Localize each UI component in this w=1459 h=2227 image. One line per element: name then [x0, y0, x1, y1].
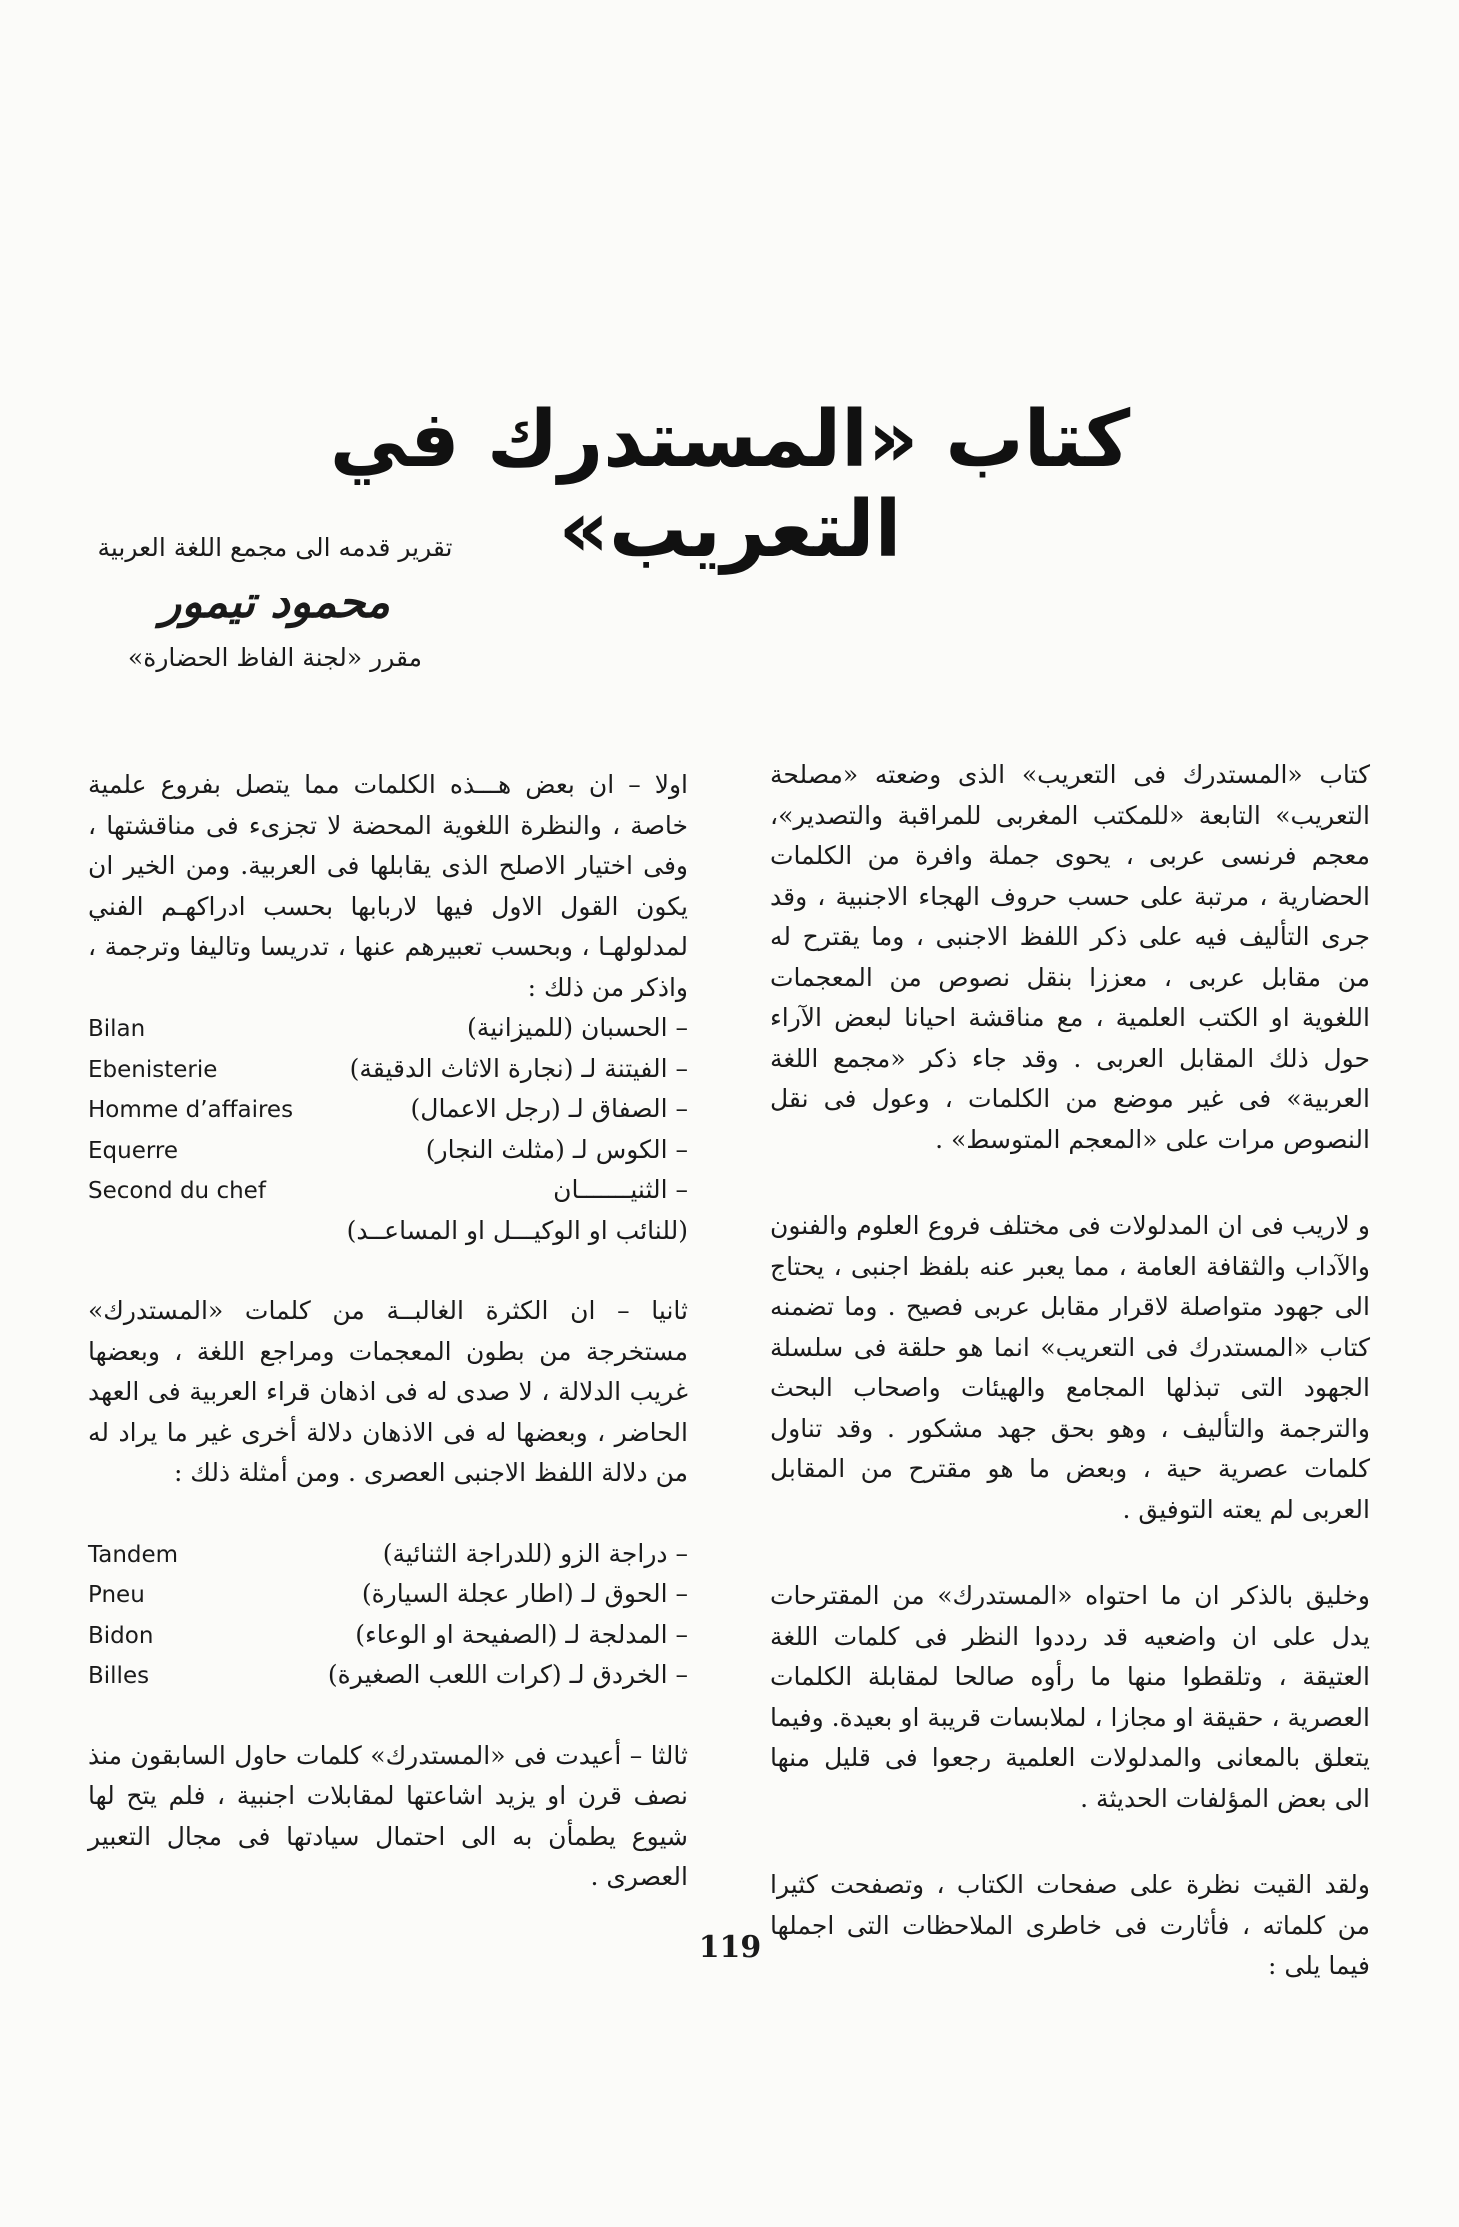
- term-list: [88, 1534, 688, 1696]
- term-row: [88, 1574, 688, 1615]
- author-role: مقرر «لجنة الفاظ الحضارة»: [127, 643, 423, 672]
- paragraph: و لاريب فى ان المدلولات فى مختلف فروع العلوم والفنون والآداب والثقافة العامة ، مما يعبر عنه بلفظ اجنبى ، يحتاج الى جهود متواصلة لاقرار مقابل عربى فصيح . وما تضمنه كتاب «المستدرك فى التعريب» انما هو حلقة فى سلسلة الجهود التى تبذلها المجامع والهيئات واصحاب البحث والترجمة والتأليف ، وهو بحق جهد مشكور . وقد تناول كلمات عصرية حية ، وبعض ما هو مقترح من المقابل العربى لم يعته التوفيق .: [770, 1211, 1370, 1524]
- term-french: Pneu: [88, 1582, 145, 1608]
- page-title: كتاب «المستدرك في التعريب»: [329, 395, 1131, 575]
- term-arabic: – المدلجة لـ (الصفيحة او الوعاء): [355, 1619, 688, 1649]
- term-arabic: – الخردق لـ (كرات اللعب الصغيرة): [327, 1660, 688, 1689]
- term-row: [88, 1655, 688, 1696]
- left-column: [88, 765, 688, 1898]
- term-arabic: – الصفاق لـ (رجل الاعمال): [410, 1094, 688, 1123]
- paragraph: وخليق بالذكر ان ما احتواه «المستدرك» من المقترحات يدل على ان واضعيه قد رددوا النظر فى كلمات اللغة العتيقة ، وتلقطوا منها ما رأوه صالحا لمقابلة الكلمات العصرية ، حقيقة او مجازا ، لملابسات قريبة او بعيدة. وفيما يتعلق بالمعانى والمدلولات العلمية رجعوا فى قليل منها الى بعض المؤلفات الحديثة .: [770, 1581, 1370, 1813]
- term-arabic: – الثنيـــــــان: [553, 1175, 688, 1204]
- term-french: Tandem: [88, 1541, 179, 1568]
- term-list: [88, 1008, 688, 1211]
- term-row: [88, 1170, 688, 1211]
- page-number: 119: [698, 1930, 762, 1965]
- paragraph: كتاب «المستدرك فى التعريب» الذى وضعته «مصلحة التعريب» التابعة «للمكتب المغربى للمراقبة والتصدير»، معجم فرنسى عربى ، يحوى جملة وافرة من الكلمات الحضارية ، مرتبة على حسب حروف الهجاء الاجنبية ، وقد جرى التأليف فيه على ذكر اللفظ الاجنبى ، وما يقترح له من مقابل عربى ، معززا بنقل نصوص من المعجمات اللغوية او الكتب العلمية ، مع مناقشة احيانا لبعض الآراء حول ذلك المقابل العربى . وقد جاء ذكر «مجمع اللغة العربية» فى غير موضع من الكلمات ، وعول فى نقل النصوص مرات على «المعجم المتوسط» .: [770, 760, 1370, 1154]
- term-note: (للنائب او الوكيـــل او المساعــد): [346, 1215, 688, 1245]
- paragraph: ثانيا – ان الكثرة الغالبــة من كلمات «المستدرك» مستخرجة من بطون المعجمات ومراجع اللغة ، وبعضها غريب الدلالة ، لا صدى له فى اذهان قراء العربية فى العهد الحاضر ، وبعضها له فى الاذهان دلالة أخرى غير ما يراد له من دلالة اللفظ الاجنبى العصرى . ومن أمثلة ذلك :: [88, 1296, 688, 1487]
- term-row: [88, 1049, 688, 1090]
- author-signature: محمود تيمور: [160, 577, 390, 628]
- term-row: [88, 1008, 688, 1049]
- paragraph: ثالثا – أعيدت فى «المستدرك» كلمات حاول السابقون منذ نصف قرن او يزيد اشاعتها لمقابلات اجنبية ، فلم يتح لها شيوع يطمأن به الى احتمال سيادتها فى مجال التعبير العصرى .: [88, 1740, 688, 1891]
- right-column: [770, 755, 1370, 1987]
- paragraph: ولقد القيت نظرة على صفحات الكتاب ، وتصفحت كثيرا من كلماته ، فأثارت فى خاطرى الملاحظات التى اجملها فيما يلى :: [770, 1870, 1370, 1980]
- term-arabic: – الكوس لـ (مثلث النجار): [425, 1134, 688, 1164]
- term-arabic: – الحسبان (للميزانية): [467, 1013, 688, 1042]
- term-row: [88, 1089, 688, 1130]
- term-french: Bidon: [88, 1622, 154, 1649]
- term-row: [88, 1615, 688, 1656]
- term-french: Ebenisterie: [88, 1056, 218, 1083]
- term-row: [88, 1130, 688, 1171]
- term-french: Second du chef: [88, 1178, 266, 1204]
- term-french: Bilan: [88, 1016, 146, 1042]
- term-french: Equerre: [88, 1137, 179, 1164]
- paragraph: اولا – ان بعض هـــذه الكلمات مما يتصل بفروع علمية خاصة ، والنظرة اللغوية المحضة لا تجزىء فى مناقشتها ، وفى اختيار الاصلح الذى يقابلها فى العربية. ومن الخير ان يكون القول الاول فيها لاربابها بحسب ادراكهـم الفني لمدلولهـا ، وبحسب تعبيرهم عنها ، تدريسا وتاليفا وترجمة ، واذكر من ذلك :: [88, 770, 688, 1002]
- term-arabic: – دراجة الزو (للدراجة الثنائية): [382, 1538, 688, 1568]
- term-arabic: – الفيتنة لـ (نجارة الاثاث الدقيقة): [349, 1053, 688, 1083]
- report-header: [90, 530, 460, 676]
- term-french: Homme d’affaires: [88, 1097, 294, 1123]
- report-intro: تقرير قدمه الى مجمع اللغة العربية: [97, 533, 453, 562]
- term-french: Billes: [88, 1663, 150, 1689]
- term-arabic: – الحوق لـ (اطار عجلة السيارة): [361, 1579, 688, 1608]
- term-row: [88, 1534, 688, 1575]
